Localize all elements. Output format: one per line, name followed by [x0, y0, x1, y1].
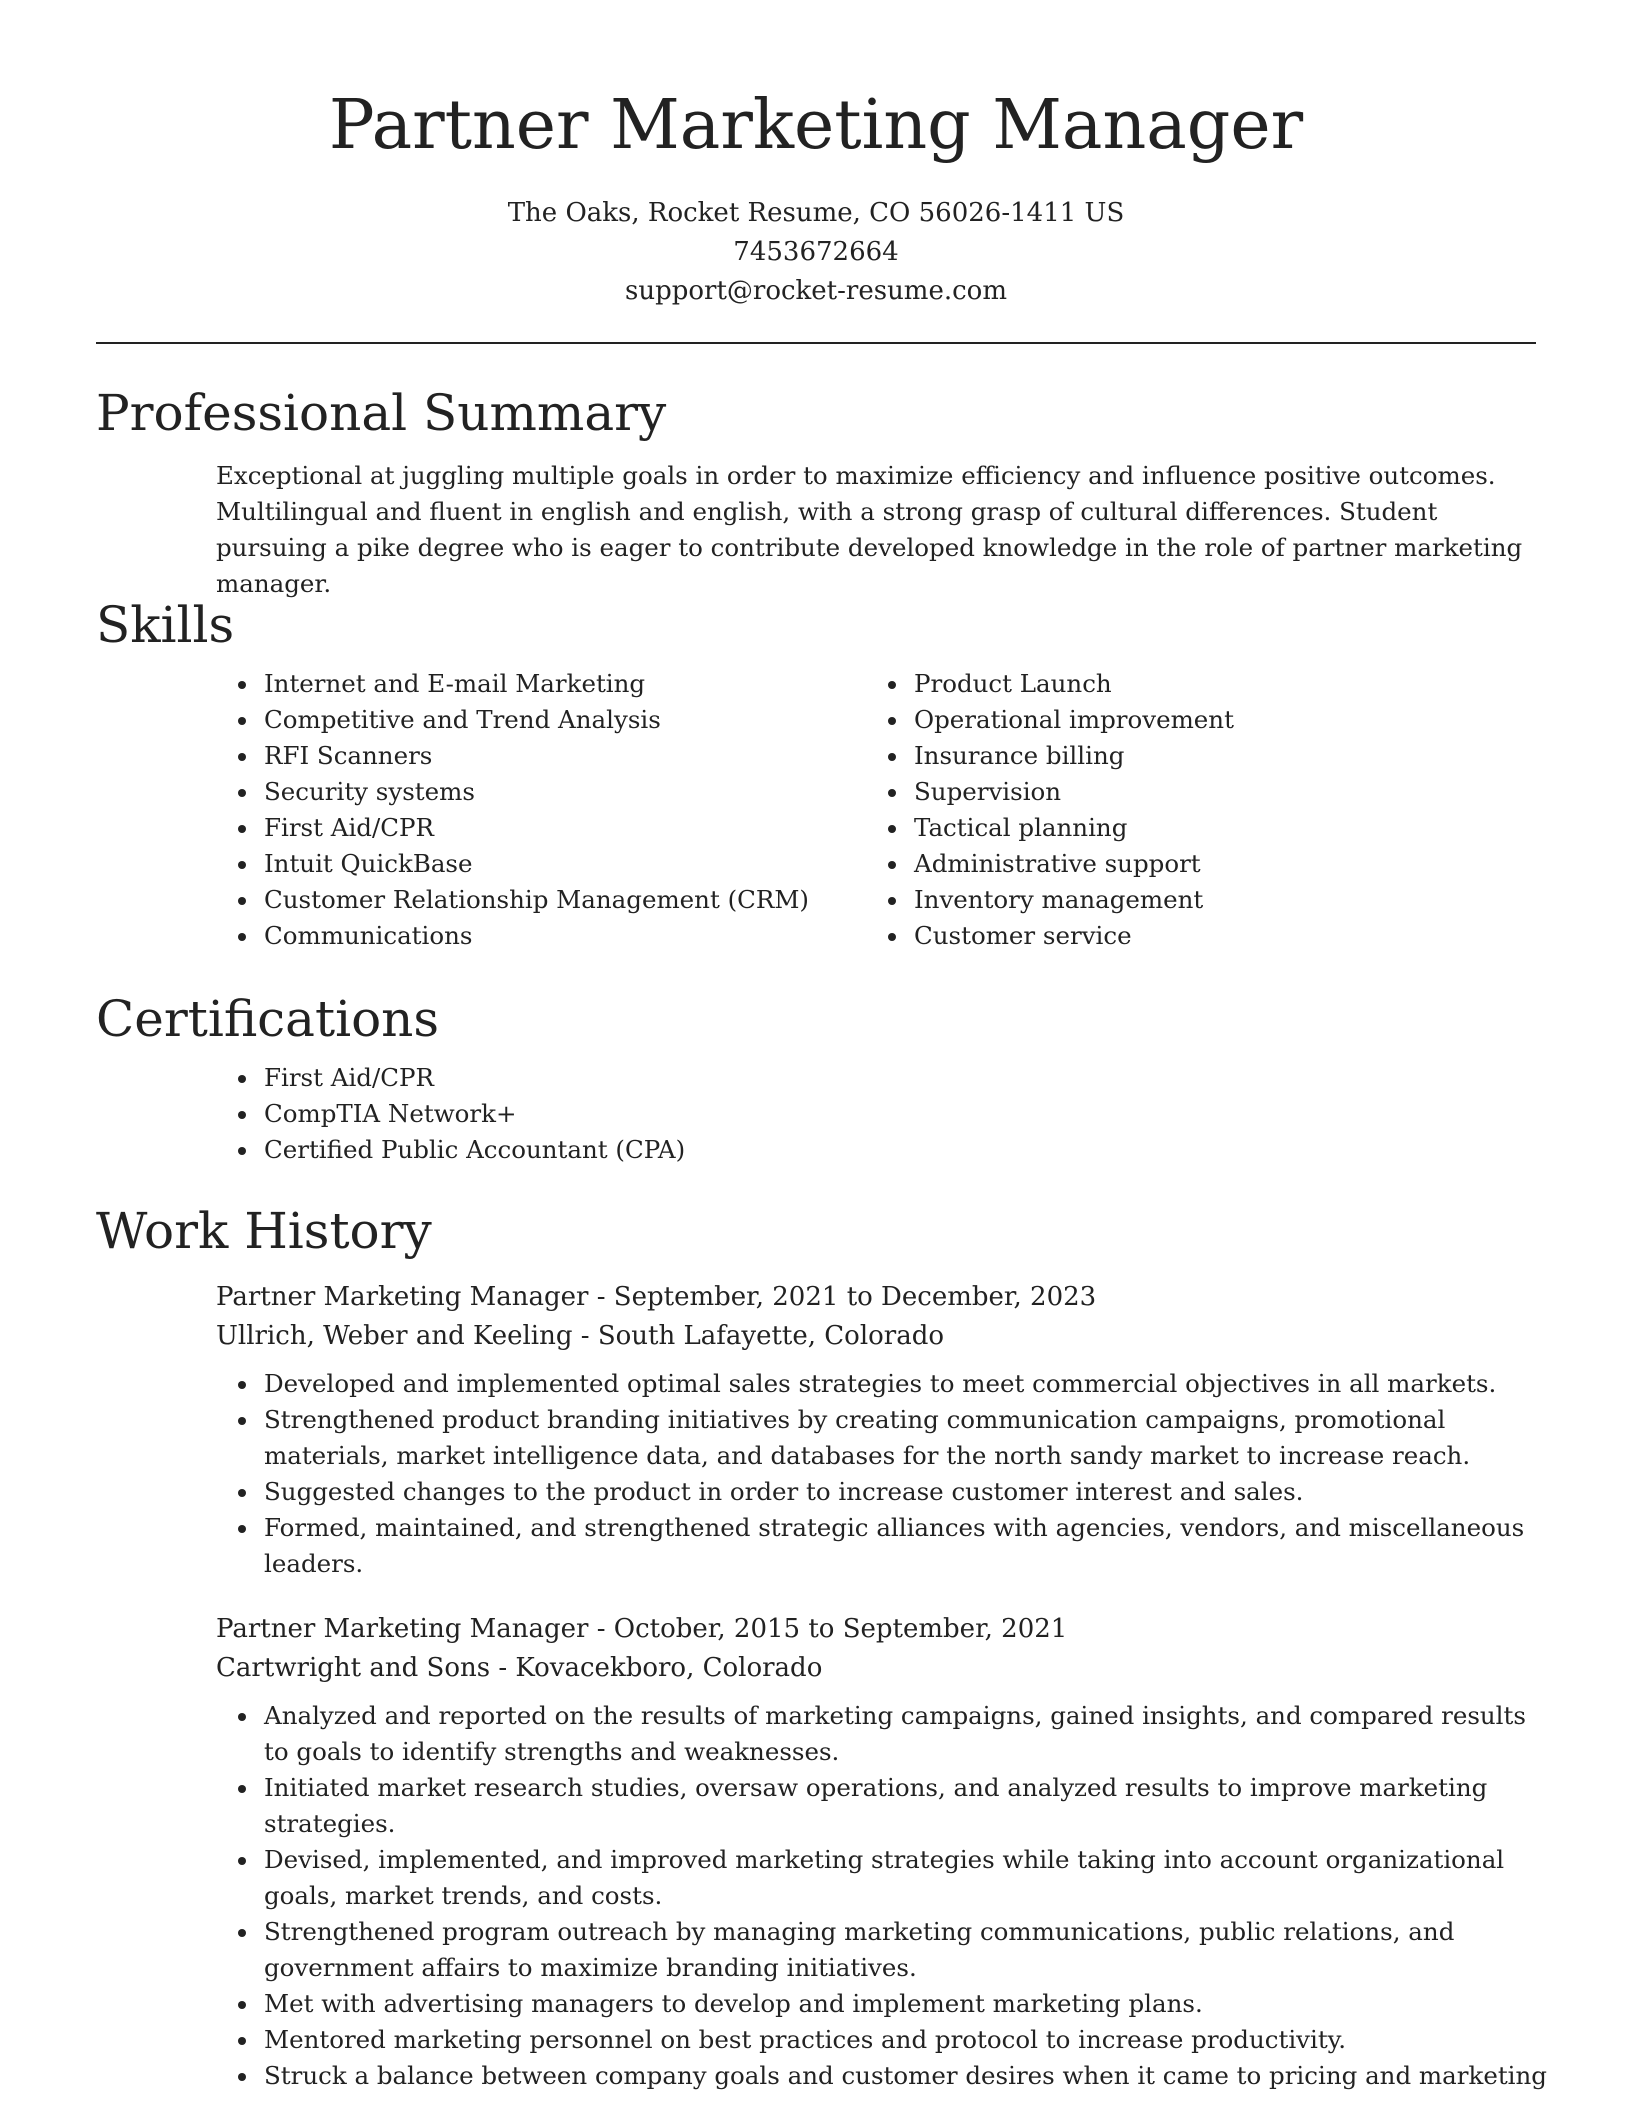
skill-item: • Insurance billing: [910, 738, 1530, 774]
skill-item: • RFI Scanners: [260, 738, 910, 774]
skill-item: • First Aid/CPR: [260, 810, 910, 846]
job-location: Kovacekboro, Colorado: [515, 1653, 823, 1683]
skill-item: • Communications: [260, 918, 910, 954]
contact-email: support@rocket-resume.com: [624, 276, 1007, 306]
job-bullet: • Devised, implemented, and improved marketing strategies while taking into account organizational goals, market trends, and costs.: [260, 1842, 1550, 1914]
job-bullet: • Analyzed and reported on the results of marketing campaigns, gained insights, and compared results to goals to identify strengths and weaknesses.: [260, 1698, 1550, 1770]
job-company-line: Ullrich, Weber and Keeling - South Lafayette, Colorado: [216, 1321, 945, 1351]
contact-info: [0, 194, 1632, 311]
skill-item: • Product Launch: [910, 666, 1530, 702]
work-history-section: [96, 1198, 1547, 2094]
skill-item: • Customer service: [910, 918, 1530, 954]
certifications-heading: Certifications: [96, 990, 440, 1048]
job-bullet: • Initiated market research studies, oversaw operations, and analyzed results to improve marketing strategies.: [260, 1770, 1550, 1842]
job-company-line: Cartwright and Sons - Kovacekboro, Colorado: [216, 1653, 823, 1683]
skills-list-left: [260, 666, 910, 954]
candidate-name: Partner Marketing Manager: [328, 86, 1304, 165]
job-bullet: • Developed and implemented optimal sales strategies to meet commercial objectives in all markets.: [260, 1366, 1550, 1402]
job-bullet: • Strengthened product branding initiatives by creating communication campaigns, promotional materials, market intelligence data, and databases for the north sandy market to increase reach.: [260, 1402, 1550, 1474]
skills-section: [96, 592, 1536, 954]
summary-text: Exceptional at juggling multiple goals in order to maximize efficiency and influence positive outcomes. Multilingual and fluent in english and english, with a strong grasp of cultural differences. Student pursuing a pike degree who is eager to contribute developed knowledge in the role of partner marketing manager.: [216, 461, 1523, 598]
job-bullet: • Met with advertising managers to develop and implement marketing plans.: [260, 1986, 1550, 2022]
job-dates: September, 2021 to December, 2023: [613, 1282, 1097, 1312]
job-bullet: • Formed, maintained, and strengthened strategic alliances with agencies, vendors, and miscellaneous leaders.: [260, 1510, 1550, 1582]
job-title-line: Partner Marketing Manager - October, 2015 to September, 2021: [216, 1614, 1068, 1644]
job-entry: [216, 1610, 1547, 2094]
certification-item: • CompTIA Network+: [260, 1096, 1536, 1132]
job-bullet: • Struck a balance between company goals and customer desires when it came to pricing and marketing: [260, 2058, 1550, 2094]
work-history-heading: Work History: [96, 1202, 432, 1260]
certifications-section: [96, 986, 1536, 1168]
skills-list-right: [910, 666, 1530, 954]
job-title: Partner Marketing Manager: [216, 1614, 589, 1644]
skill-item: • Operational improvement: [910, 702, 1530, 738]
skills-columns: [96, 658, 1536, 954]
certifications-list: [260, 1060, 1536, 1168]
skill-item: • Inventory management: [910, 882, 1530, 918]
job-company: Cartwright and Sons: [216, 1653, 491, 1683]
header-divider: [96, 342, 1536, 344]
skill-item: • Administrative support: [910, 846, 1530, 882]
skill-item: • Internet and E-mail Marketing: [260, 666, 910, 702]
skill-item: • Competitive and Trend Analysis: [260, 702, 910, 738]
skills-heading: Skills: [96, 596, 235, 654]
job-bullet: • Mentored marketing personnel on best practices and protocol to increase productivity.: [260, 2022, 1550, 2058]
summary-section: [96, 380, 1536, 602]
skill-item: • Intuit QuickBase: [260, 846, 910, 882]
job-location: South Lafayette, Colorado: [597, 1321, 945, 1351]
certification-item: • First Aid/CPR: [260, 1060, 1536, 1096]
job-dates: October, 2015 to September, 2021: [613, 1614, 1068, 1644]
job-title: Partner Marketing Manager: [216, 1282, 589, 1312]
skill-item: • Tactical planning: [910, 810, 1530, 846]
job-bullet: • Strengthened program outreach by managing marketing communications, public relations, and government affairs to maximize branding initiatives.: [260, 1914, 1550, 1986]
job-bullet: • Suggested changes to the product in order to increase customer interest and sales.: [260, 1474, 1550, 1510]
skill-item: • Customer Relationship Management (CRM): [260, 882, 910, 918]
job-bullets: [260, 1366, 1550, 1582]
contact-address: The Oaks, Rocket Resume, CO 56026-1411 US: [507, 198, 1125, 228]
summary-heading: Professional Summary: [96, 384, 667, 442]
skill-item: • Security systems: [260, 774, 910, 810]
certification-item: • Certified Public Accountant (CPA): [260, 1132, 1536, 1168]
skill-item: • Supervision: [910, 774, 1530, 810]
resume-header: [0, 0, 1632, 311]
job-title-line: Partner Marketing Manager - September, 2021 to December, 2023: [216, 1282, 1097, 1312]
job-company: Ullrich, Weber and Keeling: [216, 1321, 573, 1351]
job-bullets: [260, 1698, 1550, 2094]
contact-phone: 7453672664: [733, 237, 899, 267]
job-entry: [216, 1278, 1536, 1582]
